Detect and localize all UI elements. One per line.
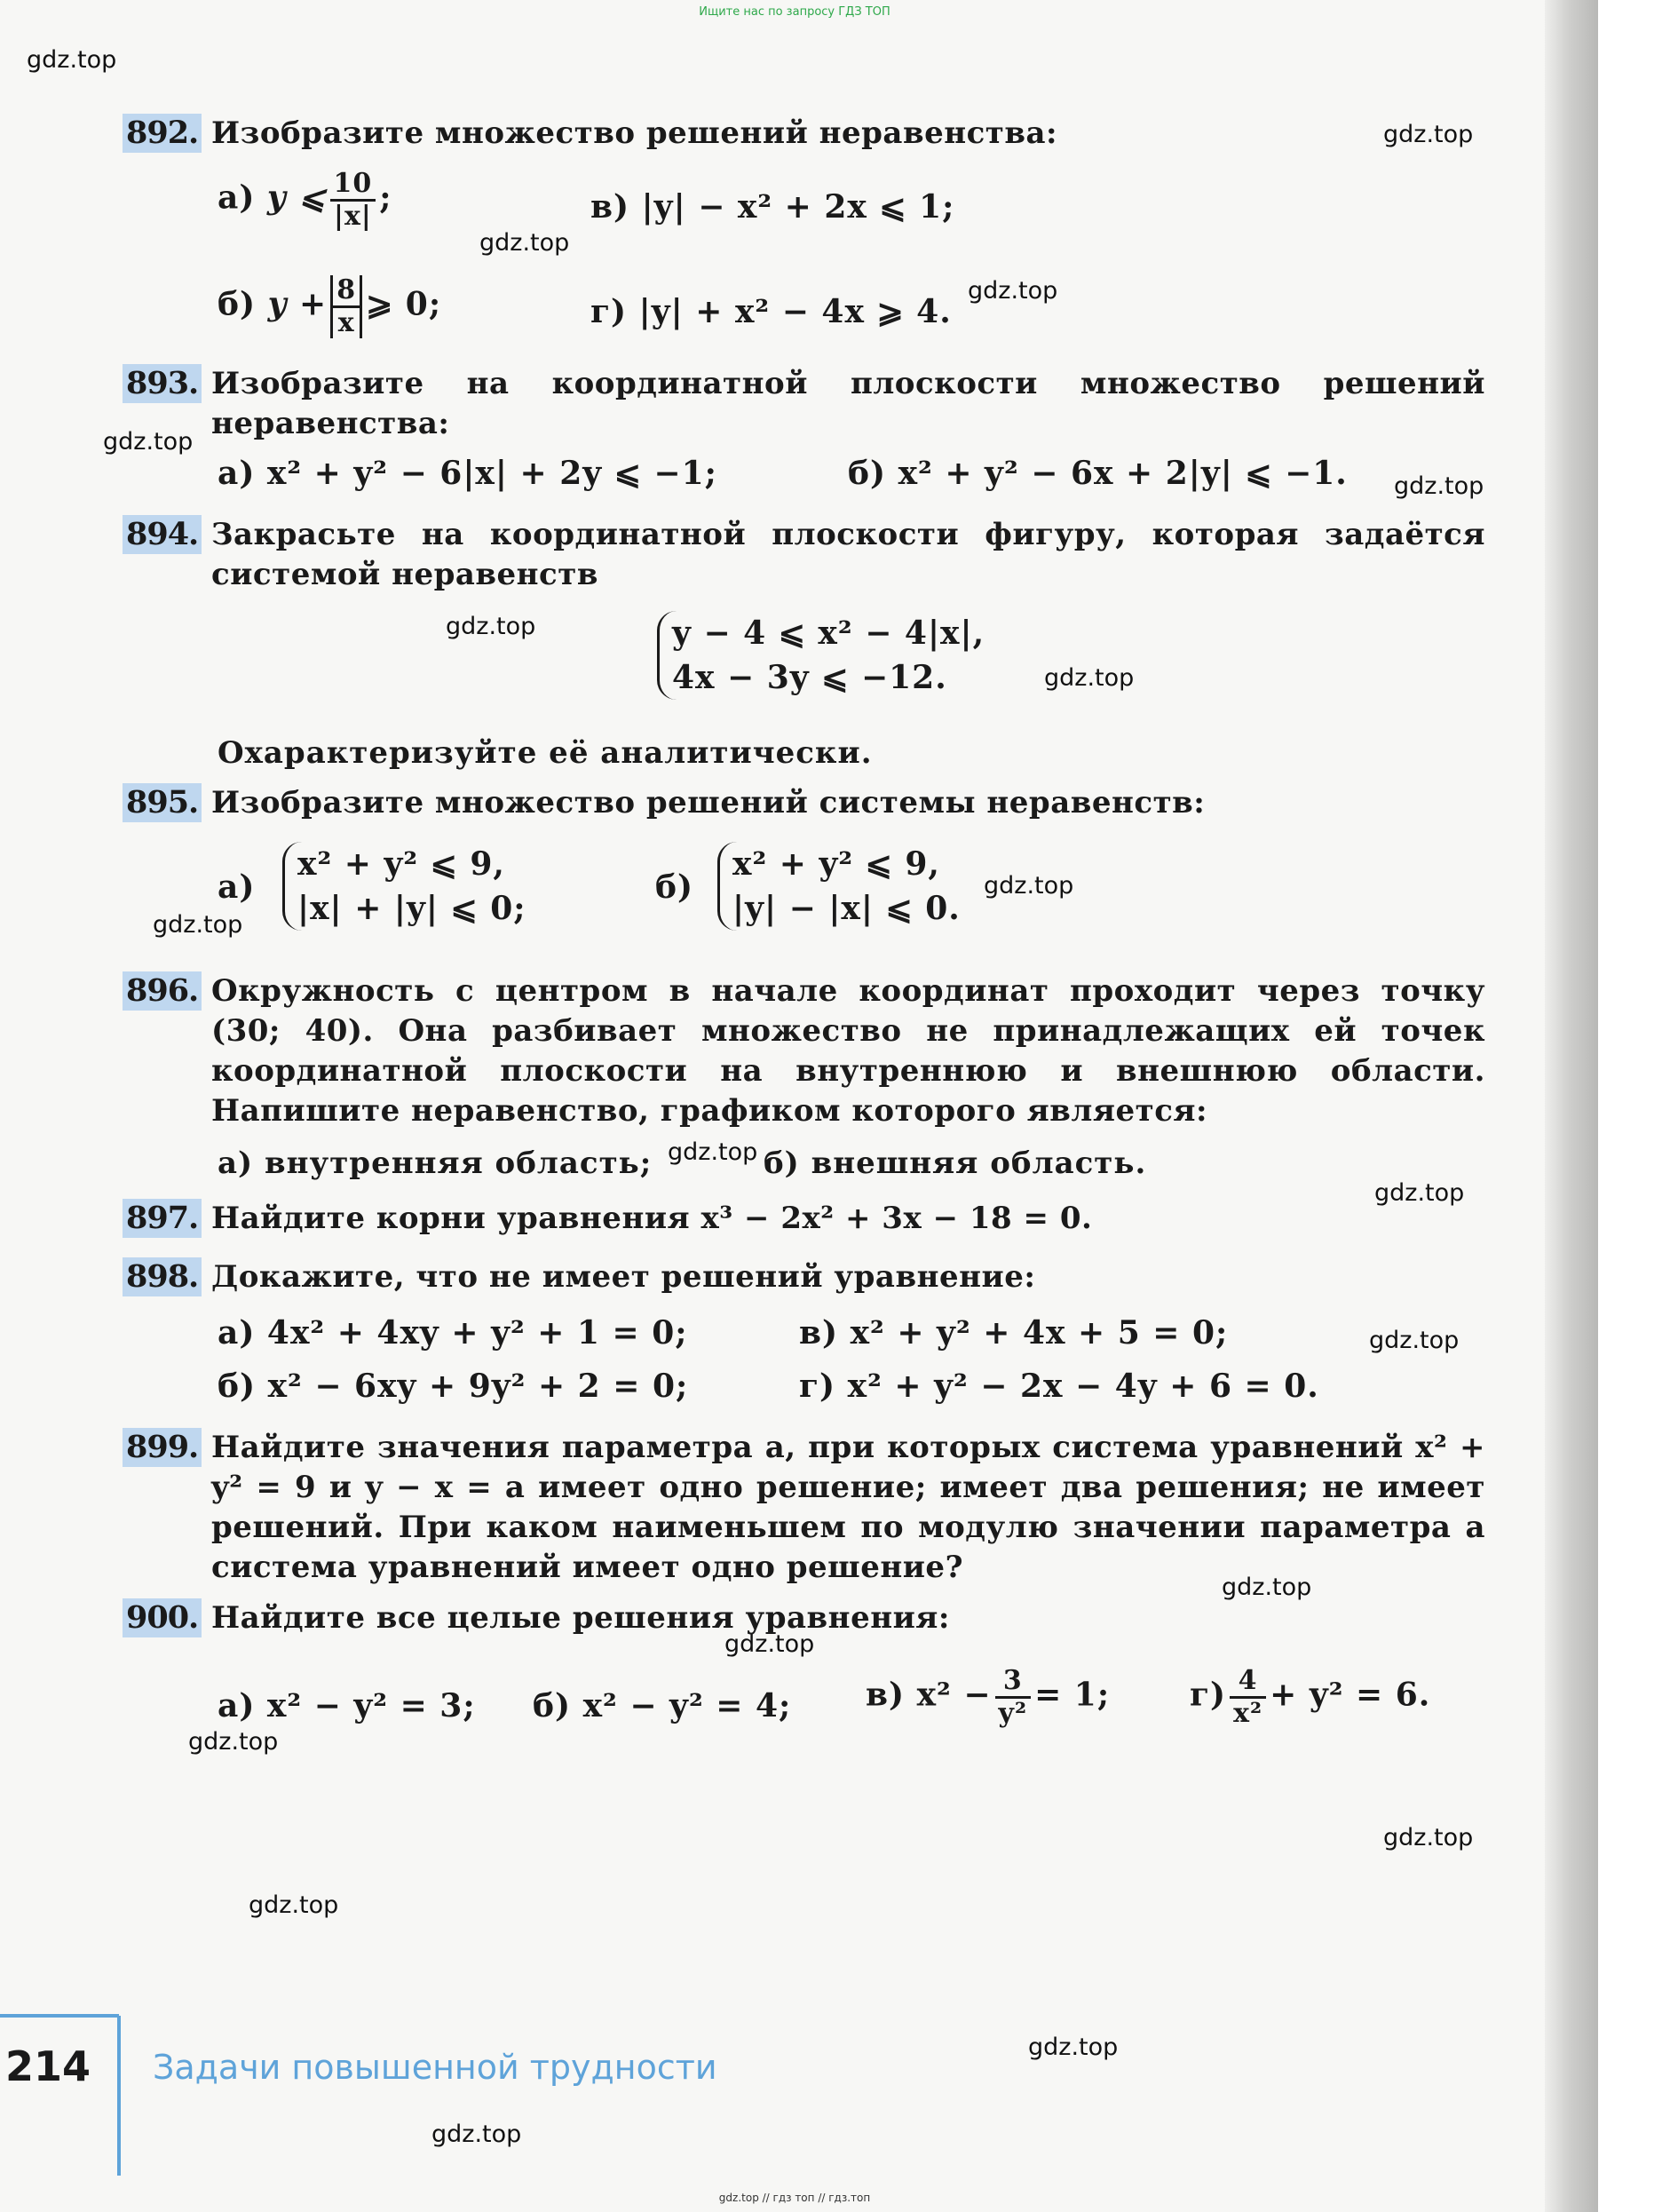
system-b: x² + y² ⩽ 9, |y| − |x| ⩽ 0. [717,842,961,931]
watermark: gdz.top [103,428,194,456]
watermark: gdz.top [968,277,1058,305]
problem-text: Найдите все целые решения уравнения: [211,1600,950,1636]
problem-text: Изобразите множество решений неравенства: [211,115,1058,151]
watermark: gdz.top [446,613,536,640]
problem-899 [123,1428,1485,1588]
item-a: а) x² − y² = 3; [218,1687,476,1724]
watermark: gdz.top [1028,2034,1119,2061]
bottom-banner[interactable]: gdz.top // гдз топ // гдз.топ [718,2192,871,2204]
problem-893 [123,364,1485,444]
footer-divider [0,2014,119,2018]
watermark: gdz.top [1383,1824,1474,1851]
problem-number: 898. [123,1257,202,1296]
problem-number: 900. [123,1598,202,1637]
page-number: 214 [5,2042,91,2090]
top-banner[interactable]: Ищите нас по запросу ГДЗ ТОП [699,5,890,19]
watermark: gdz.top [668,1138,758,1166]
fraction: $\frac{10}{|x|}$ [330,169,376,232]
section-title: Задачи повышенной трудности [153,2048,717,2087]
problem-895 [123,783,1485,823]
item-a-label: а) [218,868,256,906]
watermark: gdz.top [27,46,117,74]
problem-text: Закрасьте на координатной плоскости фигуру, которая задаётся системой неравенств [211,517,1485,592]
item-a: а) x² + y² − 6|x| + 2y ⩽ −1; [218,455,717,492]
problem-text: Изобразите на координатной плоскости множество решений неравенства: [211,366,1485,441]
problem-number: 899. [123,1428,202,1467]
problem-text: Найдите корни уравнения x³ − 2x² + 3x − 18 = 0. [211,1201,1093,1236]
problem-text: Докажите, что не имеет решений уравнение: [211,1259,1036,1295]
watermark: gdz.top [431,2121,522,2148]
item-a: а) 4x² + 4xy + y² + 1 = 0; [218,1314,688,1352]
watermark: gdz.top [188,1728,279,1756]
page-margin [1598,0,1670,2212]
problem-text: Найдите значения параметра a, при которых система уравнений x² + y² = 9 и y − x = a имеет одно решение; имеет два решения; не имеет решений. При каком наименьшем по модулю значении параметра a система уравнений имеет одно решение? [211,1430,1485,1585]
watermark: gdz.top [1374,1179,1465,1207]
fraction: $\frac{3}{\text{y²}}$ [995,1666,1032,1729]
problem-896 [123,971,1485,1131]
item-a: а) y ⩽ $\frac{10}{|x|}$ ; [218,168,392,232]
fraction: $\frac{4}{\text{x²}}$ [1230,1666,1266,1729]
watermark: gdz.top [984,872,1074,900]
problem-text: Изобразите множество решений системы неравенств: [211,785,1206,821]
item-v: в) x² − $\frac{3}{\text{y²}}$ = 1; [866,1665,1111,1729]
item-g: г) |y| + x² − 4x ⩾ 4. [590,293,952,330]
problem-897 [123,1199,1485,1239]
problem-number: 895. [123,783,202,822]
problem-894 [123,515,1485,595]
item-a: а) внутренняя область; [218,1146,653,1181]
watermark: gdz.top [1394,472,1484,500]
item-v: в) |y| − x² + 2x ⩽ 1; [590,188,955,226]
problem-900 [123,1598,1485,1638]
item-b: б) y + $\frac{8}{x}$ ⩾ 0; [218,274,442,338]
footer-divider-vertical [117,2016,121,2176]
item-g: г) x² + y² − 2x − 4y + 6 = 0. [799,1368,1319,1405]
problem-898 [123,1257,1485,1297]
item-b: б) внешняя область. [764,1146,1147,1181]
item-b-label: б) [655,868,694,906]
watermark: gdz.top [1383,121,1474,148]
fraction: $\frac{8}{x}$ [330,275,362,338]
problem-number: 892. [123,114,202,153]
watermark: gdz.top [249,1891,339,1919]
problem-number: 894. [123,515,202,554]
item-b: б) x² − 6xy + 9y² + 2 = 0; [218,1368,689,1405]
problem-tail: Охарактеризуйте её аналитически. [218,735,873,771]
system-of-inequalities: y − 4 ⩽ x² − 4|x|, 4x − 3y ⩽ −12. [657,611,985,700]
item-b: б) x² + y² − 6x + 2|y| ⩽ −1. [848,455,1348,492]
item-b: б) x² − y² = 4; [533,1687,792,1724]
watermark: gdz.top [153,911,243,939]
watermark: gdz.top [1044,664,1135,692]
problem-text: Окружность с центром в начале координат проходит через точку (30; 40). Она разбивает множество не принадлежащих ей точек координатной плоскости на внутреннюю и внешнюю области. Напишите неравенство, графиком которого является: [211,973,1485,1129]
problem-number: 897. [123,1199,202,1238]
problem-892 [123,114,1485,154]
watermark: gdz.top [1222,1574,1312,1601]
book-spine-shadow [1545,0,1598,2212]
item-g: г) $\frac{4}{\text{x²}}$ + y² = 6. [1190,1665,1431,1729]
item-v: в) x² + y² + 4x + 5 = 0; [799,1314,1229,1352]
watermark: gdz.top [724,1630,815,1658]
watermark: gdz.top [1369,1327,1460,1354]
system-a: x² + y² ⩽ 9, |x| + |y| ⩽ 0; [282,842,526,931]
watermark: gdz.top [479,229,570,257]
problem-number: 896. [123,971,202,1011]
problem-number: 893. [123,364,202,403]
